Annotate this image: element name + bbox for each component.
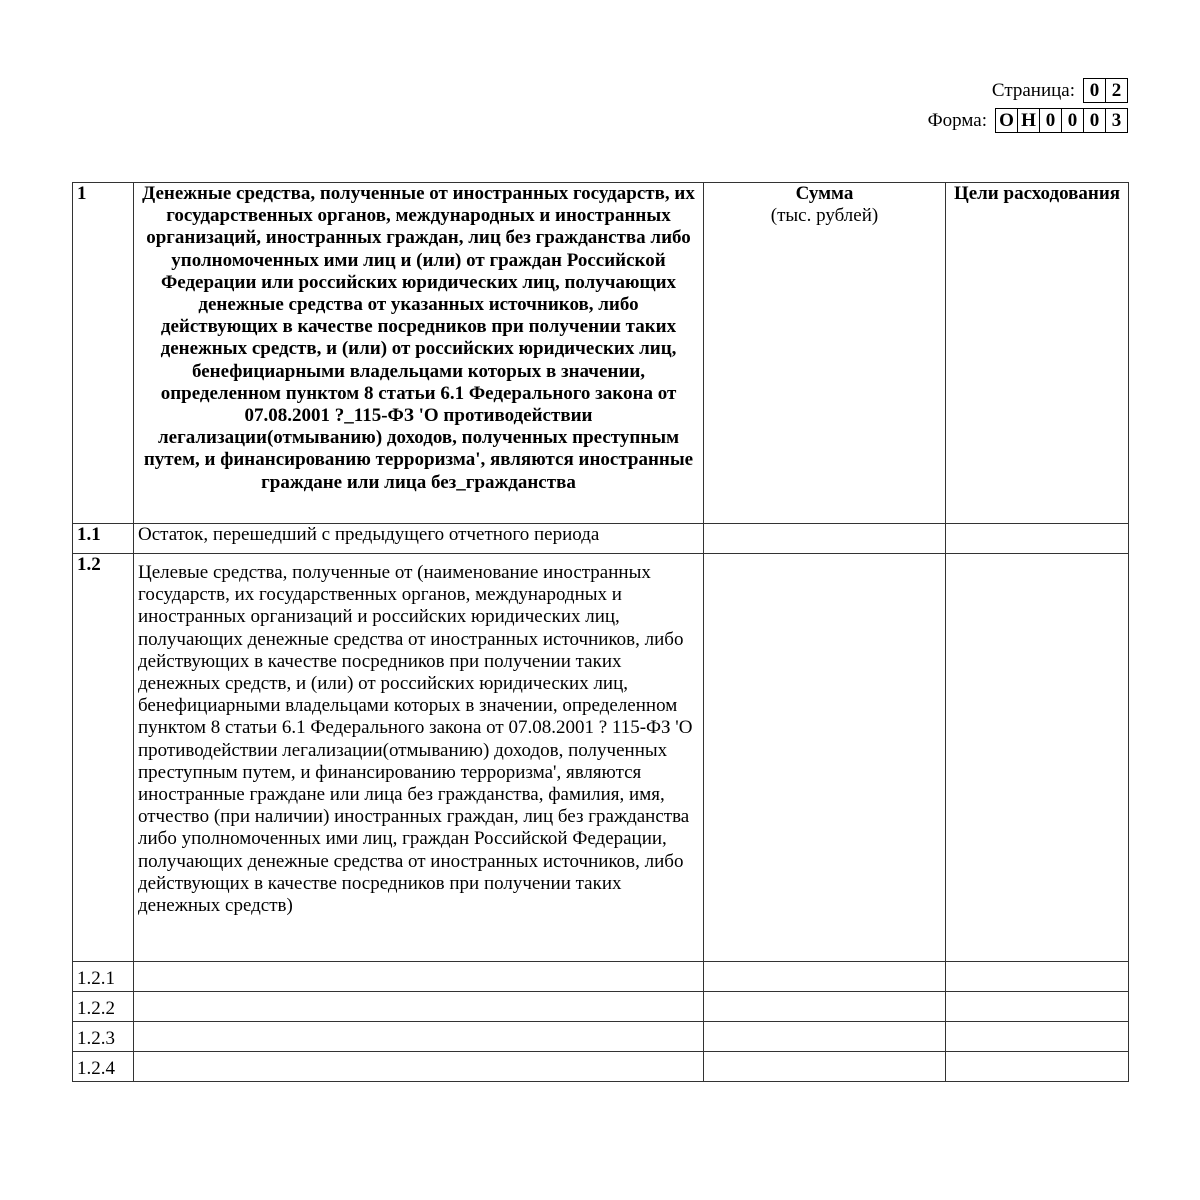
row-description[interactable]: [134, 992, 704, 1022]
goal-cell[interactable]: [946, 1052, 1129, 1082]
goal-cell[interactable]: [946, 992, 1129, 1022]
goal-cell[interactable]: [946, 524, 1129, 554]
section-number: 1: [73, 183, 134, 524]
row-number: 1.1: [73, 524, 134, 554]
page-label: Страница:: [991, 80, 1075, 101]
page-digit: 2: [1105, 79, 1127, 102]
goal-cell[interactable]: [946, 1022, 1129, 1052]
table-row: [73, 554, 1129, 962]
sum-column-title: Сумма: [795, 183, 854, 204]
row-description[interactable]: [134, 1022, 704, 1052]
sum-cell[interactable]: [704, 1052, 946, 1082]
form-code-char: О: [999, 110, 1014, 131]
table-row: [73, 1052, 1129, 1082]
row-number: 1.2: [73, 554, 134, 962]
table-header-row: [73, 183, 1129, 524]
row-description: Целевые средства, полученные от (наименование иностранных государств, их государственных органов, международных и иностранных организаций и российских юридических лиц, получающих денежные средства от иностранных источников, либо действующих в качестве посредников при получении таких денежных средств, и (или) от российских юридических лиц, бенефициарными владельцами которых в значении, определенном пунктом 8 статьи 6.1 Федерального закона от 07.08.2001 ? 115-ФЗ 'О противодействии легализации(отмыванию) доходов, полученных преступным путем, и финансированию терроризма', являются иностранные граждане или лица без гражданства, фамилия, имя, отчество (при наличии) иностранных граждан, лиц без гражданства либо уполномоченных ими лиц, граждан Российской Федерации, получающих денежные средства от иностранных источников, либо действующих в качестве посредников при получении таких денежных средств): [134, 554, 704, 962]
sum-cell[interactable]: [704, 992, 946, 1022]
row-description: Остаток, перешедший с предыдущего отчетного периода: [134, 524, 704, 554]
goal-column-header: Цели расходования: [946, 183, 1129, 524]
form-code-field: [928, 108, 1128, 133]
funds-table: [72, 182, 1129, 1082]
table-row: [73, 524, 1129, 554]
row-number: 1.2.4: [73, 1052, 134, 1082]
sum-cell[interactable]: [704, 554, 946, 962]
section-description: Денежные средства, полученные от иностранных государств, их государственных органов, международных и иностранных организаций, иностранных граждан, лиц без гражданства либо уполномоченных ими лиц и (или) от граждан Российской Федерации или российских юридических лиц, получающих денежные средства от указанных источников, либо действующих в качестве посредников при получении таких денежных средств, и (или) от российских юридических лиц, бенефициарными владельцами которых в значении, определенном пунктом 8 статьи 6.1 Федерального закона от 07.08.2001 ?_115-ФЗ 'О противодействии легализации(отмыванию) доходов, полученных преступным путем, и финансированию терроризма', являются иностранные граждане или лица без_гражданства: [134, 183, 704, 524]
row-description[interactable]: [134, 1052, 704, 1082]
page-number-field: [992, 78, 1128, 103]
form-code-char: Н: [1017, 109, 1039, 132]
row-number: 1.2.3: [73, 1022, 134, 1052]
sum-column-unit: (тыс. рублей): [770, 205, 879, 227]
form-code-char: 0: [1083, 109, 1105, 132]
goal-cell[interactable]: [946, 962, 1129, 992]
form-code-char: 3: [1105, 109, 1127, 132]
goal-cell[interactable]: [946, 554, 1129, 962]
sum-cell[interactable]: [704, 524, 946, 554]
row-number: 1.2.1: [73, 962, 134, 992]
sum-cell[interactable]: [704, 1022, 946, 1052]
table-row: [73, 1022, 1129, 1052]
row-description[interactable]: [134, 962, 704, 992]
sum-cell[interactable]: [704, 962, 946, 992]
form-code-char: 0: [1039, 109, 1061, 132]
table-row: [73, 992, 1129, 1022]
row-number: 1.2.2: [73, 992, 134, 1022]
form-label: Форма:: [927, 110, 987, 131]
page-number-cells: [1083, 78, 1128, 103]
table-row: [73, 962, 1129, 992]
sum-column-header: [704, 183, 946, 524]
form-code-cells: [995, 108, 1128, 133]
form-code-char: 0: [1061, 109, 1083, 132]
page-digit: 0: [1089, 80, 1100, 101]
